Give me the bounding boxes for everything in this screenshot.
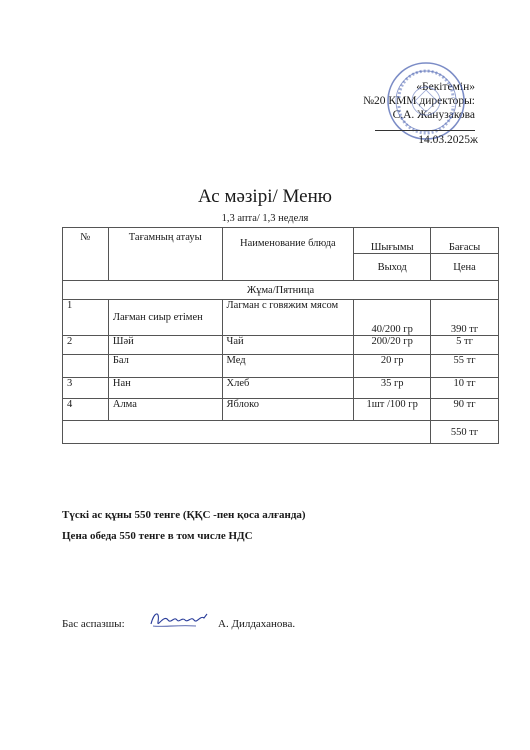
- col-header-name-ru: Наименование блюда: [222, 228, 354, 281]
- row-num: [63, 355, 109, 378]
- row-name-kz: Алма: [108, 399, 222, 421]
- row-name-ru: Яблоко: [222, 399, 354, 421]
- row-output: 20 гр: [354, 355, 431, 378]
- row-output: 200/20 гр: [354, 336, 431, 355]
- row-price: 5 тг: [431, 336, 499, 355]
- row-price: 90 тг: [431, 399, 499, 421]
- approval-date: 14.03.2025ж: [418, 134, 478, 146]
- approval-position: №20 КММ директоры:: [363, 95, 475, 107]
- col-header-output-kz: Шығымы: [354, 228, 431, 254]
- table-row: [63, 378, 499, 399]
- row-name-kz: Лағман сиыр етімен: [108, 300, 222, 336]
- row-num: 4: [63, 399, 109, 421]
- price-note-kz: Түскі ас құны 550 тенге (ҚҚС -пен қоса алғанда): [62, 509, 306, 521]
- approval-director-name: С.А. Жанузакова: [392, 109, 475, 121]
- row-name-kz: Шәй: [108, 336, 222, 355]
- col-header-price-kz: Бағасы: [431, 228, 499, 254]
- col-header-name-kz: Тағамның атауы: [108, 228, 222, 281]
- row-name-kz: Бал: [108, 355, 222, 378]
- table-row: [63, 336, 499, 355]
- week-subtitle: 1,3 апта/ 1,3 неделя: [221, 213, 309, 224]
- row-price: 55 тг: [431, 355, 499, 378]
- row-price: 10 тг: [431, 378, 499, 399]
- day-label: Жұма/Пятница: [63, 281, 499, 300]
- chef-name: А. Дилдаханова.: [218, 618, 296, 630]
- row-name-kz: Нан: [108, 378, 222, 399]
- row-output: 35 гр: [354, 378, 431, 399]
- row-output: 40/200 гр: [354, 300, 431, 336]
- menu-table: [62, 227, 499, 444]
- table-row: [63, 300, 499, 336]
- total-price: 550 тг: [431, 421, 499, 444]
- col-header-num: №: [63, 228, 109, 281]
- row-num: 2: [63, 336, 109, 355]
- row-num: 1: [63, 300, 109, 336]
- approval-heading: «Бекітемін»: [416, 81, 475, 93]
- row-name-ru: Мед: [222, 355, 354, 378]
- col-header-price-ru: Цена: [431, 254, 499, 281]
- price-note-ru: Цена обеда 550 тенге в том числе НДС: [62, 530, 253, 542]
- chef-signature: [148, 606, 210, 632]
- row-name-ru: Лагман с говяжим мясом: [222, 300, 354, 336]
- row-price: 390 тг: [431, 300, 499, 336]
- row-name-ru: Хлеб: [222, 378, 354, 399]
- row-name-ru: Чай: [222, 336, 354, 355]
- table-row: [63, 355, 499, 378]
- row-output: 1шт /100 гр: [354, 399, 431, 421]
- total-spacer: [63, 421, 431, 444]
- row-num: 3: [63, 378, 109, 399]
- table-row: [63, 399, 499, 421]
- page-title: Ас мәзірі/ Меню: [198, 186, 332, 207]
- col-header-output-ru: Выход: [354, 254, 431, 281]
- date-underline: [375, 130, 475, 131]
- chef-label: Бас аспазшы:: [62, 618, 125, 630]
